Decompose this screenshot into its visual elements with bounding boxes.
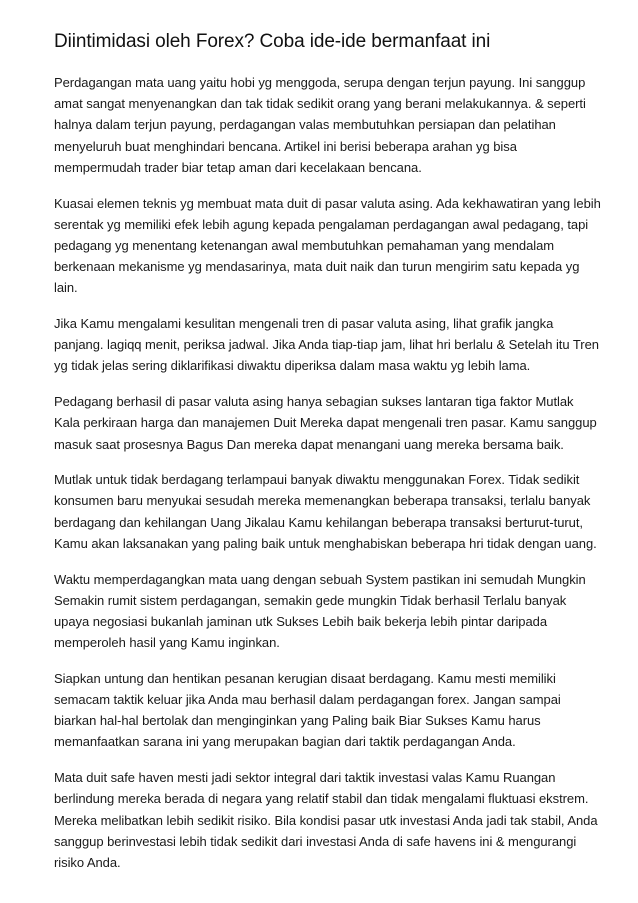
paragraph-3: Jika Kamu mengalami kesulitan mengenali tren di pasar valuta asing, lihat grafik jangka panjang. lagiqq menit, periksa jadwal. Jika Anda tiap-tiap jam, lihat hri berlalu & Setelah itu Tren yg tidak jelas sering diklarifikasi diwaktu diperiksa dalam masa waktu yg lebih lama. bbox=[54, 316, 599, 374]
paragraph-2: Kuasai elemen teknis yg membuat mata duit di pasar valuta asing. Ada kekhawatiran yang lebih serentak yg memiliki efek lebih agung kepada pengalaman perdagangan awal pedagang, tapi pedagang yg menentang ketenangan awal membutuhkan pemahaman yang mendalam berkenaan mekanisme yg mendasarinya, mata duit naik dan turun mengirim satu kepada yg lain. bbox=[54, 195, 601, 296]
paragraph-7: Siapkan untung dan hentikan pesanan kerugian disaat berdagang. Kamu mesti memiliki semacam taktik keluar jika Anda mau berhasil dalam perdagangan forex. Jangan sampai biarkan hal-hal bertolak dan menginginkan yang Paling baik Biar Sukses Kamu harus memanfaatkan sarana ini yang merupakan bagian dari taktik perdagangan Anda. bbox=[54, 670, 561, 750]
document-page bbox=[54, 24, 602, 888]
paragraph-1: Perdagangan mata uang yaitu hobi yg menggoda, serupa dengan terjun payung. Ini sanggup amat sangat menyenangkan dan tak tidak sedikit orang yang berani melakukannya. & seperti halnya dalam terjun payung, perdagangan valas membutuhkan persiapan dan pelatihan menyeluruh buat menghindari bencana. Artikel ini berisi beberapa arahan yg bisa mempermudah trader biar tetap aman dari kecelakaan bencana. bbox=[54, 75, 586, 175]
document-title: Diintimidasi oleh Forex? Coba ide-ide bermanfaat ini bbox=[54, 31, 491, 52]
paragraph-6: Waktu memperdagangkan mata uang dengan sebuah System pastikan ini semudah Mungkin Semakin rumit sistem perdagangan, semakin gede mungkin Tidak berhasil Terlalu banyak upaya negosiasi bukanlah jaminan utk Sukses Lebih baik bekerja lebih pintar daripada memperoleh hasil yang Kamu inginkan. bbox=[54, 571, 586, 651]
paragraph-8: Mata duit safe haven mesti jadi sektor integral dari taktik investasi valas Kamu Ruangan berlindung mereka berada di negara yang relatif stabil dan tidak mengalami fluktuasi ekstrem. Mereka melibatkan lebih sedikit risiko. Bila kondisi pasar utk investasi Anda jadi tak stabil, Anda sanggup berinvestasi lebih tidak sedikit dari investasi Anda di safe havens ini & mengurangi risiko Anda. bbox=[54, 770, 598, 870]
paragraph-5: Mutlak untuk tidak berdagang terlampaui banyak diwaktu menggunakan Forex. Tidak sedikit konsumen baru menyukai sesudah mereka memenangkan beberapa transaksi, terlalu banyak berdagang dan kehilangan Uang Jikalau Kamu kehilangan beberapa transaksi berturut-turut, Kamu akan laksanakan yang paling baik untuk menghabiskan beberapa hri tidak dengan uang. bbox=[54, 472, 597, 551]
paragraph-4: Pedagang berhasil di pasar valuta asing hanya sebagian sukses lantaran tiga faktor Mutlak Kala perkiraan harga dan manajemen Duit Mereka dapat mengenali tren pasar. Kamu sanggup masuk saat prosesnya Bagus Dan mereka dapat menangani uang mereka bersama baik. bbox=[54, 394, 597, 452]
